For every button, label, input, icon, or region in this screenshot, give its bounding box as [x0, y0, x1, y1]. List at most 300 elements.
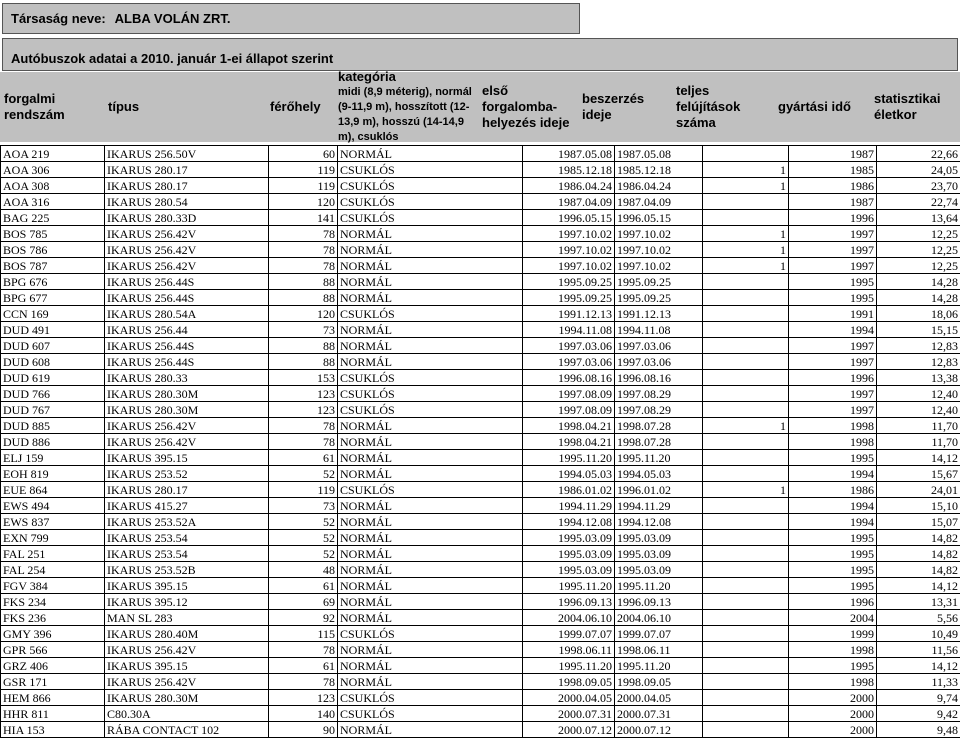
cell-year: 1994	[789, 466, 877, 482]
cell-overhauls	[703, 338, 789, 354]
cell-year: 2000	[789, 706, 877, 722]
cell-plate: HIA 153	[1, 722, 105, 738]
cell-type: IKARUS 256.44S	[105, 290, 269, 306]
cell-year: 1995	[789, 658, 877, 674]
cell-overhauls: 1	[703, 162, 789, 178]
table-header	[0, 72, 960, 142]
table-row	[1, 514, 960, 530]
cell-year: 2004	[789, 610, 877, 626]
cell-category: NORMÁL	[338, 498, 523, 514]
cell-first-registration: 1997.08.09	[523, 386, 615, 402]
cell-capacity: 115	[269, 626, 338, 642]
cell-first-registration: 1995.11.20	[523, 450, 615, 466]
cell-category: CSUKLÓS	[338, 402, 523, 418]
cell-first-registration: 1995.03.09	[523, 546, 615, 562]
cell-life: 11,33	[877, 674, 960, 690]
cell-category: CSUKLÓS	[338, 370, 523, 386]
cell-category: NORMÁL	[338, 338, 523, 354]
cell-life: 12,40	[877, 402, 960, 418]
cell-type: IKARUS 256.44	[105, 322, 269, 338]
cell-first-registration: 1995.09.25	[523, 290, 615, 306]
cell-overhauls	[703, 402, 789, 418]
cell-category: NORMÁL	[338, 642, 523, 658]
cell-life: 12,25	[877, 242, 960, 258]
cell-acquisition: 1995.11.20	[615, 578, 703, 594]
cell-life: 13,31	[877, 594, 960, 610]
cell-life: 12,83	[877, 338, 960, 354]
cell-plate: DUD 885	[1, 418, 105, 434]
header-category	[338, 72, 478, 142]
cell-life: 14,28	[877, 274, 960, 290]
cell-life: 9,42	[877, 706, 960, 722]
cell-year: 1986	[789, 482, 877, 498]
cell-plate: BPG 676	[1, 274, 105, 290]
cell-plate: CCN 169	[1, 306, 105, 322]
bus-table	[0, 145, 960, 738]
cell-category: NORMÁL	[338, 514, 523, 530]
table-row	[1, 674, 960, 690]
cell-life: 13,38	[877, 370, 960, 386]
cell-acquisition: 1998.06.11	[615, 642, 703, 658]
cell-capacity: 60	[269, 146, 338, 162]
table-row	[1, 610, 960, 626]
cell-acquisition: 1998.09.05	[615, 674, 703, 690]
cell-overhauls: 1	[703, 482, 789, 498]
cell-category: NORMÁL	[338, 610, 523, 626]
cell-capacity: 61	[269, 450, 338, 466]
cell-life: 14,12	[877, 450, 960, 466]
company-name-box	[2, 3, 580, 34]
cell-acquisition: 1995.11.20	[615, 450, 703, 466]
cell-acquisition: 2000.07.12	[615, 722, 703, 738]
header-year: gyártási idő	[778, 72, 868, 142]
table-row	[1, 546, 960, 562]
cell-first-registration: 1995.03.09	[523, 562, 615, 578]
cell-plate: BOS 787	[1, 258, 105, 274]
cell-capacity: 90	[269, 722, 338, 738]
cell-capacity: 78	[269, 226, 338, 242]
cell-acquisition: 1996.08.16	[615, 370, 703, 386]
cell-capacity: 52	[269, 466, 338, 482]
table-row	[1, 322, 960, 338]
cell-capacity: 88	[269, 290, 338, 306]
cell-first-registration: 1996.08.16	[523, 370, 615, 386]
cell-life: 11,70	[877, 418, 960, 434]
cell-year: 1995	[789, 546, 877, 562]
cell-life: 24,05	[877, 162, 960, 178]
cell-type: IKARUS 415.27	[105, 498, 269, 514]
cell-overhauls	[703, 610, 789, 626]
cell-plate: ELJ 159	[1, 450, 105, 466]
cell-first-registration: 1995.09.25	[523, 274, 615, 290]
cell-acquisition: 1995.03.09	[615, 562, 703, 578]
cell-plate: AOA 308	[1, 178, 105, 194]
cell-overhauls	[703, 354, 789, 370]
cell-plate: AOA 219	[1, 146, 105, 162]
cell-capacity: 69	[269, 594, 338, 610]
cell-first-registration: 1994.12.08	[523, 514, 615, 530]
cell-overhauls	[703, 530, 789, 546]
table-row	[1, 562, 960, 578]
cell-category: CSUKLÓS	[338, 194, 523, 210]
cell-category: NORMÁL	[338, 290, 523, 306]
cell-type: IKARUS 280.17	[105, 162, 269, 178]
cell-acquisition: 1997.10.02	[615, 226, 703, 242]
cell-capacity: 52	[269, 546, 338, 562]
cell-acquisition: 1995.11.20	[615, 658, 703, 674]
cell-category: NORMÁL	[338, 274, 523, 290]
cell-capacity: 78	[269, 642, 338, 658]
cell-acquisition: 1997.08.29	[615, 386, 703, 402]
table-row	[1, 642, 960, 658]
cell-type: IKARUS 256.42V	[105, 642, 269, 658]
table-row	[1, 482, 960, 498]
table-row	[1, 194, 960, 210]
cell-overhauls	[703, 594, 789, 610]
cell-year: 1997	[789, 338, 877, 354]
cell-life: 5,56	[877, 610, 960, 626]
cell-acquisition: 1985.12.18	[615, 162, 703, 178]
cell-first-registration: 1994.11.29	[523, 498, 615, 514]
cell-category: NORMÁL	[338, 258, 523, 274]
header-first-registration: első forgalomba-helyezés ideje	[482, 72, 582, 142]
cell-type: IKARUS 280.33D	[105, 210, 269, 226]
cell-type: IKARUS 280.30M	[105, 386, 269, 402]
cell-first-registration: 1995.11.20	[523, 658, 615, 674]
cell-category: NORMÁL	[338, 674, 523, 690]
cell-year: 1998	[789, 418, 877, 434]
table-row	[1, 210, 960, 226]
cell-category: NORMÁL	[338, 594, 523, 610]
cell-type: IKARUS 395.15	[105, 658, 269, 674]
cell-first-registration: 1998.04.21	[523, 418, 615, 434]
cell-plate: FKS 236	[1, 610, 105, 626]
cell-overhauls	[703, 210, 789, 226]
cell-life: 14,82	[877, 530, 960, 546]
cell-acquisition: 2000.04.05	[615, 690, 703, 706]
cell-capacity: 88	[269, 338, 338, 354]
cell-year: 1994	[789, 514, 877, 530]
cell-acquisition: 1998.07.28	[615, 434, 703, 450]
cell-capacity: 153	[269, 370, 338, 386]
cell-acquisition: 1986.04.24	[615, 178, 703, 194]
cell-overhauls	[703, 658, 789, 674]
cell-life: 15,67	[877, 466, 960, 482]
cell-life: 18,06	[877, 306, 960, 322]
cell-capacity: 123	[269, 690, 338, 706]
cell-first-registration: 1997.10.02	[523, 242, 615, 258]
cell-overhauls	[703, 722, 789, 738]
cell-first-registration: 1994.05.03	[523, 466, 615, 482]
cell-capacity: 140	[269, 706, 338, 722]
header-life: statisztikai életkor	[874, 72, 958, 142]
cell-year: 1998	[789, 674, 877, 690]
cell-year: 2000	[789, 722, 877, 738]
cell-category: NORMÁL	[338, 658, 523, 674]
table-row	[1, 418, 960, 434]
cell-life: 22,66	[877, 146, 960, 162]
cell-overhauls	[703, 674, 789, 690]
cell-first-registration: 1998.04.21	[523, 434, 615, 450]
header-category-title: kategória	[338, 69, 396, 85]
cell-year: 1996	[789, 210, 877, 226]
table-row	[1, 594, 960, 610]
cell-year: 1994	[789, 322, 877, 338]
cell-capacity: 52	[269, 530, 338, 546]
cell-category: NORMÁL	[338, 226, 523, 242]
cell-life: 22,74	[877, 194, 960, 210]
cell-first-registration: 1991.12.13	[523, 306, 615, 322]
cell-type: IKARUS 253.52B	[105, 562, 269, 578]
cell-overhauls: 1	[703, 242, 789, 258]
table-row	[1, 354, 960, 370]
cell-overhauls	[703, 322, 789, 338]
cell-plate: DUD 607	[1, 338, 105, 354]
cell-plate: DUD 767	[1, 402, 105, 418]
cell-capacity: 119	[269, 178, 338, 194]
cell-category: CSUKLÓS	[338, 690, 523, 706]
cell-category: NORMÁL	[338, 562, 523, 578]
cell-life: 12,83	[877, 354, 960, 370]
cell-year: 1997	[789, 258, 877, 274]
cell-acquisition: 1995.09.25	[615, 274, 703, 290]
cell-overhauls	[703, 450, 789, 466]
cell-plate: EWS 837	[1, 514, 105, 530]
cell-acquisition: 1995.03.09	[615, 546, 703, 562]
cell-plate: BPG 677	[1, 290, 105, 306]
cell-type: IKARUS 280.40M	[105, 626, 269, 642]
cell-year: 1996	[789, 594, 877, 610]
company-value: ALBA VOLÁN ZRT.	[115, 11, 231, 26]
cell-overhauls	[703, 578, 789, 594]
cell-life: 14,28	[877, 290, 960, 306]
cell-category: NORMÁL	[338, 450, 523, 466]
cell-acquisition: 1996.01.02	[615, 482, 703, 498]
cell-overhauls: 1	[703, 418, 789, 434]
cell-category: NORMÁL	[338, 722, 523, 738]
cell-overhauls	[703, 290, 789, 306]
cell-type: IKARUS 256.42V	[105, 242, 269, 258]
cell-category: NORMÁL	[338, 146, 523, 162]
cell-life: 13,64	[877, 210, 960, 226]
cell-capacity: 120	[269, 194, 338, 210]
cell-first-registration: 1999.07.07	[523, 626, 615, 642]
cell-first-registration: 1987.05.08	[523, 146, 615, 162]
cell-acquisition: 1995.09.25	[615, 290, 703, 306]
cell-type: IKARUS 280.54	[105, 194, 269, 210]
cell-year: 1998	[789, 434, 877, 450]
cell-capacity: 119	[269, 162, 338, 178]
cell-category: CSUKLÓS	[338, 210, 523, 226]
cell-overhauls	[703, 146, 789, 162]
table-row	[1, 658, 960, 674]
cell-acquisition: 1997.03.06	[615, 354, 703, 370]
cell-first-registration: 1997.10.02	[523, 226, 615, 242]
cell-acquisition: 1994.11.08	[615, 322, 703, 338]
cell-first-registration: 2000.07.12	[523, 722, 615, 738]
table-row	[1, 386, 960, 402]
table-row	[1, 530, 960, 546]
cell-type: IKARUS 256.44S	[105, 338, 269, 354]
cell-life: 9,74	[877, 690, 960, 706]
cell-life: 14,12	[877, 578, 960, 594]
cell-life: 14,82	[877, 562, 960, 578]
cell-category: NORMÁL	[338, 466, 523, 482]
cell-first-registration: 1997.08.09	[523, 402, 615, 418]
cell-year: 1995	[789, 274, 877, 290]
cell-category: CSUKLÓS	[338, 178, 523, 194]
cell-year: 1998	[789, 642, 877, 658]
cell-type: IKARUS 256.42V	[105, 674, 269, 690]
cell-capacity: 123	[269, 386, 338, 402]
cell-category: NORMÁL	[338, 242, 523, 258]
cell-year: 1991	[789, 306, 877, 322]
cell-overhauls	[703, 546, 789, 562]
cell-capacity: 73	[269, 322, 338, 338]
cell-category: NORMÁL	[338, 578, 523, 594]
cell-life: 14,12	[877, 658, 960, 674]
cell-plate: DUD 766	[1, 386, 105, 402]
cell-year: 1997	[789, 354, 877, 370]
cell-capacity: 73	[269, 498, 338, 514]
cell-year: 1997	[789, 242, 877, 258]
cell-plate: DUD 619	[1, 370, 105, 386]
cell-life: 11,56	[877, 642, 960, 658]
cell-capacity: 78	[269, 418, 338, 434]
cell-acquisition: 1997.08.29	[615, 402, 703, 418]
cell-life: 12,40	[877, 386, 960, 402]
cell-overhauls	[703, 626, 789, 642]
cell-year: 1987	[789, 146, 877, 162]
cell-life: 11,70	[877, 434, 960, 450]
cell-capacity: 78	[269, 674, 338, 690]
cell-type: IKARUS 253.54	[105, 530, 269, 546]
cell-overhauls	[703, 274, 789, 290]
table-row	[1, 706, 960, 722]
cell-type: IKARUS 253.54	[105, 546, 269, 562]
header-acquisition: beszerzés ideje	[582, 72, 676, 142]
cell-year: 1985	[789, 162, 877, 178]
cell-acquisition: 1997.10.02	[615, 258, 703, 274]
cell-plate: DUD 608	[1, 354, 105, 370]
cell-year: 1997	[789, 226, 877, 242]
table-row	[1, 370, 960, 386]
cell-acquisition: 1996.05.15	[615, 210, 703, 226]
cell-acquisition: 1987.05.08	[615, 146, 703, 162]
cell-overhauls: 1	[703, 226, 789, 242]
cell-category: NORMÁL	[338, 418, 523, 434]
table-row	[1, 450, 960, 466]
table-row	[1, 690, 960, 706]
cell-plate: AOA 306	[1, 162, 105, 178]
cell-life: 15,07	[877, 514, 960, 530]
cell-first-registration: 1998.09.05	[523, 674, 615, 690]
cell-category: CSUKLÓS	[338, 626, 523, 642]
cell-life: 9,48	[877, 722, 960, 738]
cell-plate: FKS 234	[1, 594, 105, 610]
cell-plate: GRZ 406	[1, 658, 105, 674]
cell-overhauls: 1	[703, 178, 789, 194]
cell-type: IKARUS 256.42V	[105, 226, 269, 242]
cell-plate: HHR 811	[1, 706, 105, 722]
cell-type: IKARUS 280.33	[105, 370, 269, 386]
cell-type: IKARUS 256.42V	[105, 258, 269, 274]
cell-capacity: 123	[269, 402, 338, 418]
cell-acquisition: 1997.03.06	[615, 338, 703, 354]
report-subtitle: Autóbuszok adatai a 2010. január 1-ei állapot szerint	[2, 38, 958, 71]
cell-overhauls	[703, 194, 789, 210]
cell-first-registration: 1996.09.13	[523, 594, 615, 610]
cell-year: 1995	[789, 450, 877, 466]
cell-plate: DUD 491	[1, 322, 105, 338]
cell-life: 23,70	[877, 178, 960, 194]
cell-year: 2000	[789, 690, 877, 706]
cell-capacity: 78	[269, 258, 338, 274]
cell-plate: GPR 566	[1, 642, 105, 658]
header-type: típus	[108, 72, 258, 142]
cell-acquisition: 1995.03.09	[615, 530, 703, 546]
cell-first-registration: 1998.06.11	[523, 642, 615, 658]
table-row	[1, 466, 960, 482]
cell-category: CSUKLÓS	[338, 306, 523, 322]
cell-plate: GSR 171	[1, 674, 105, 690]
cell-year: 1995	[789, 562, 877, 578]
cell-type: IKARUS 395.15	[105, 578, 269, 594]
cell-plate: BOS 785	[1, 226, 105, 242]
cell-category: NORMÁL	[338, 546, 523, 562]
cell-first-registration: 2004.06.10	[523, 610, 615, 626]
cell-type: IKARUS 256.50V	[105, 146, 269, 162]
table-row	[1, 258, 960, 274]
cell-acquisition: 1994.12.08	[615, 514, 703, 530]
cell-year: 1995	[789, 530, 877, 546]
cell-type: IKARUS 280.17	[105, 178, 269, 194]
cell-category: CSUKLÓS	[338, 162, 523, 178]
cell-first-registration: 1995.11.20	[523, 578, 615, 594]
cell-year: 1999	[789, 626, 877, 642]
cell-first-registration: 1997.03.06	[523, 354, 615, 370]
cell-first-registration: 1997.03.06	[523, 338, 615, 354]
cell-plate: FAL 251	[1, 546, 105, 562]
cell-type: IKARUS 395.12	[105, 594, 269, 610]
cell-acquisition: 2004.06.10	[615, 610, 703, 626]
cell-capacity: 92	[269, 610, 338, 626]
company-label: Társaság neve:	[11, 11, 106, 26]
cell-plate: GMY 396	[1, 626, 105, 642]
cell-overhauls	[703, 514, 789, 530]
cell-life: 10,49	[877, 626, 960, 642]
cell-type: IKARUS 395.15	[105, 450, 269, 466]
cell-capacity: 78	[269, 242, 338, 258]
cell-first-registration: 1986.04.24	[523, 178, 615, 194]
cell-year: 1995	[789, 290, 877, 306]
cell-acquisition: 1987.04.09	[615, 194, 703, 210]
cell-plate: FAL 254	[1, 562, 105, 578]
table-row	[1, 274, 960, 290]
cell-first-registration: 1997.10.02	[523, 258, 615, 274]
cell-plate: EOH 819	[1, 466, 105, 482]
cell-plate: AOA 316	[1, 194, 105, 210]
cell-capacity: 48	[269, 562, 338, 578]
table-row	[1, 626, 960, 642]
cell-year: 1987	[789, 194, 877, 210]
cell-year: 1986	[789, 178, 877, 194]
cell-acquisition: 1991.12.13	[615, 306, 703, 322]
cell-first-registration: 1996.05.15	[523, 210, 615, 226]
table-row	[1, 402, 960, 418]
cell-acquisition: 1994.11.29	[615, 498, 703, 514]
cell-category: NORMÁL	[338, 322, 523, 338]
